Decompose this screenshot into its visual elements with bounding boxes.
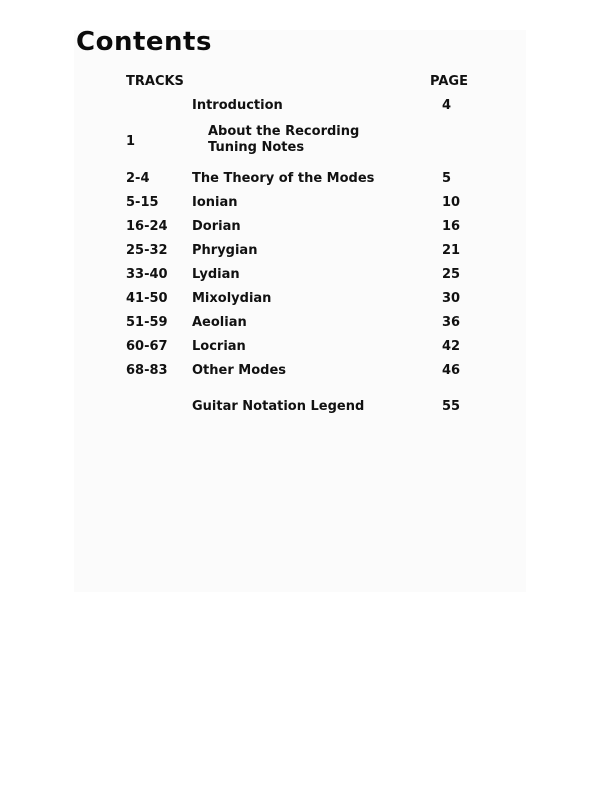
toc-page: 25 [442,267,461,282]
toc-page: 42 [442,339,461,354]
toc-title: Other Modes [192,363,287,378]
toc-title: Phrygian [192,243,258,258]
toc-title-line2: Tuning Notes [208,140,305,155]
tracks-column-header: TRACKS [126,74,184,89]
toc-title: Introduction [192,98,283,113]
toc-page: 5 [442,171,452,186]
toc-page: 21 [442,243,461,258]
page-title: Contents [76,27,212,57]
toc-title: Mixolydian [192,291,272,306]
toc-tracks: 33-40 [126,267,168,282]
toc-tracks: 5-15 [126,195,159,210]
toc-page: 16 [442,219,461,234]
toc-page: 46 [442,363,461,378]
toc-title: Guitar Notation Legend [192,399,365,414]
toc-title: Dorian [192,219,241,234]
toc-tracks: 16-24 [126,219,168,234]
toc-page: 4 [442,98,452,113]
toc-title: Ionian [192,195,238,210]
toc-title: Aeolian [192,315,247,330]
toc-title: About the Recording [208,124,360,139]
toc-page: 55 [442,399,461,414]
toc-tracks: 1 [126,134,136,149]
toc-page: 36 [442,315,461,330]
toc-tracks: 25-32 [126,243,168,258]
toc-tracks: 68-83 [126,363,168,378]
page-column-header: PAGE [430,74,468,89]
toc-tracks: 2-4 [126,171,150,186]
toc-tracks: 41-50 [126,291,168,306]
toc-page: 10 [442,195,461,210]
toc-title: Lydian [192,267,240,282]
toc-title: Locrian [192,339,246,354]
toc-title: The Theory of the Modes [192,171,375,186]
toc-tracks: 60-67 [126,339,168,354]
toc-page: 30 [442,291,461,306]
toc-tracks: 51-59 [126,315,168,330]
page-background [74,30,526,592]
